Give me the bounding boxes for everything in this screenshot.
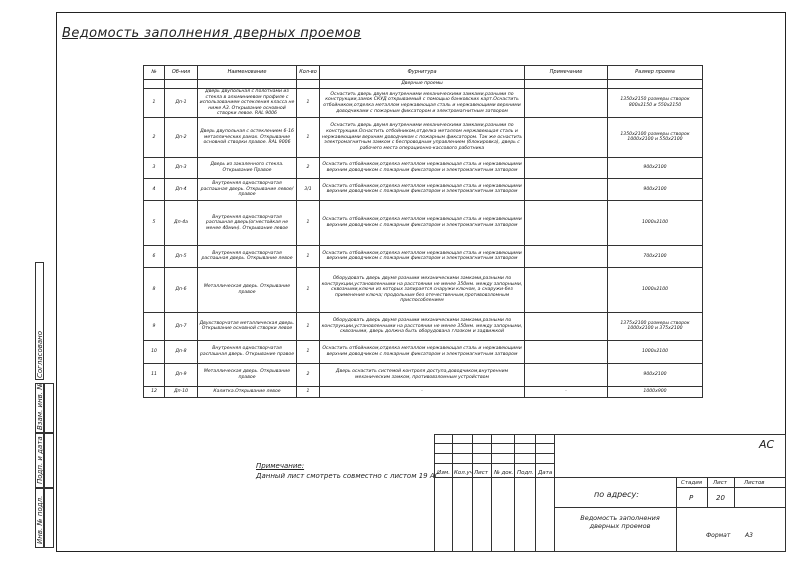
stamp-inv-label: Инв. № подл. — [36, 495, 44, 544]
row-fittings: Дверь оснастить системой контроля доступа,доводчиком,внутренним механическим замком, противовзломным устройством — [320, 363, 525, 386]
table-row — [144, 89, 703, 118]
row-note: - — [525, 386, 608, 397]
table-row — [144, 312, 703, 340]
row-code: Дп-7 — [165, 312, 198, 340]
tb-col-list: Лист — [474, 470, 488, 476]
page-title: Ведомость заполнения дверных проемов — [62, 26, 362, 41]
row-number: 8 — [144, 267, 165, 312]
col-header-fittings: Фурнитура — [320, 66, 525, 80]
row-number: 4 — [144, 178, 165, 200]
row-qty: 1 — [297, 340, 320, 363]
row-note — [525, 267, 608, 312]
row-code: Дп-3 — [165, 157, 198, 178]
col-header-code: Об-ния — [165, 66, 198, 80]
row-size: 900х2100 — [608, 178, 703, 200]
tb-vline-4 — [514, 434, 515, 552]
row-fittings: Оснастить отбойником,отделка металлом нержавеющая сталь и нержавеющими верхним доводчиком с пожарным фиксатором и электромагнитным затвором — [320, 340, 525, 363]
tb-vline-3 — [491, 434, 492, 552]
tb-code-area — [554, 434, 786, 478]
row-size: 1375х2100 размеры створок 1000х2100 и 375х2100 — [608, 312, 703, 340]
row-size: 1000х2100 — [608, 267, 703, 312]
row-note — [525, 89, 608, 118]
tb-vline-2 — [472, 434, 473, 552]
row-note — [525, 117, 608, 157]
table-row — [144, 178, 703, 200]
row-fittings: Оснастить отбойником,отделка металлом нержавеющая сталь и нержавеющими верхним доводчиком с пожарным фиксатором и электромагнитным затвором — [320, 200, 525, 245]
row-size: 900х2100 — [608, 363, 703, 386]
row-name: Дверь двупольная с полотнами из стекла в алюминиевом профиле с использованием остекления класса не ниже А3. Открывание основной створки левое. RAL 9006 — [198, 89, 297, 118]
row-name: Металлическая дверь. Открывание правое — [198, 363, 297, 386]
tb-col-data: Дата — [538, 470, 553, 476]
table-row — [144, 200, 703, 245]
col-header-qty: Кол-во — [297, 66, 320, 80]
row-code: Дп-6 — [165, 267, 198, 312]
row-fittings: - — [320, 386, 525, 397]
row-size: 1000х2100 — [608, 200, 703, 245]
row-qty: 1 — [297, 386, 320, 397]
table-row — [144, 245, 703, 267]
row-number: 1 — [144, 89, 165, 118]
tb-col-podp: Подп. — [517, 470, 534, 476]
table-header — [144, 66, 703, 80]
row-name: Дверь двупольная с остеклением 6-16 металлических рамах. Открывание основной створки правое. RAL 9006 — [198, 117, 297, 157]
row-note — [525, 340, 608, 363]
tb-col-doc: № док. — [494, 470, 514, 476]
row-code: Дп-5 — [165, 245, 198, 267]
tb-col-izm: Изм. — [437, 470, 450, 476]
row-note — [525, 363, 608, 386]
tb-vline-5 — [535, 434, 536, 552]
stamp-replace-label: Взам. инв. № — [36, 382, 44, 430]
table-row — [144, 117, 703, 157]
tb-doc-code: АС — [759, 438, 775, 451]
row-code: Дп-4а — [165, 200, 198, 245]
row-qty: 1 — [297, 312, 320, 340]
col-header-size: Размер проема — [608, 66, 703, 80]
row-name: Металлическая дверь. Открывание правое — [198, 267, 297, 312]
row-code: Дп-10 — [165, 386, 198, 397]
row-qty: 1 — [297, 200, 320, 245]
tb-sheets-hdr: Листов — [744, 480, 765, 486]
table-row — [144, 386, 703, 397]
tb-sheet-hdr: Лист — [713, 480, 727, 486]
tb-org-area — [676, 508, 786, 552]
row-number: 6 — [144, 245, 165, 267]
row-size: 900х2100 — [608, 157, 703, 178]
stamp-agreed-label: Согласовано — [36, 330, 44, 378]
tb-format-label: Формат — [706, 532, 731, 539]
row-number: 5 — [144, 200, 165, 245]
row-size: 1000х900 — [608, 386, 703, 397]
row-qty: 1 — [297, 245, 320, 267]
row-name: Внутренняя одностворчатая распашная дверь. Открывание левое — [198, 245, 297, 267]
row-size: 1350х2100 размеры створок 1000х2100 и 550х2100 — [608, 117, 703, 157]
row-fittings: Оснастить отбойником,отделка металлом нержавеющая сталь и нержавеющими верхним доводчиком с пожарным фиксатором и электромагнитным затвором — [320, 157, 525, 178]
tb-sheet-vline — [734, 478, 735, 508]
note-body: Данный лист смотреть совместно с листом 19 АС — [256, 472, 440, 480]
stamp-inv-value — [44, 488, 54, 548]
row-fittings: Оснастить отбойником,отделка металлом нержавеющая сталь и нержавеющими верхним доводчиком с пожарным фиксатором и электромагнитным затвором — [320, 245, 525, 267]
row-name: Внутренняя одностворчатая распашная дверь. Открывание левое/ правое — [198, 178, 297, 200]
row-qty: 1 — [297, 89, 320, 118]
row-name: Внутренняя одностворчатая распашная дверь(огнестойкая не менее 40мин). Открывание левое — [198, 200, 297, 245]
tb-sheet-value: 20 — [716, 494, 725, 502]
row-fittings: Оснастить отбойником,отделка металлом нержавеющая сталь и нержавеющими верхним доводчиком с пожарным фиксатором и электромагнитным затвором — [320, 178, 525, 200]
tb-address: по адресу: — [594, 490, 639, 499]
row-size: 1350х2150 размеры створок 800х2150 и 550х2150 — [608, 89, 703, 118]
row-qty: 1 — [297, 117, 320, 157]
row-fittings: Оборудовать дверь двумя разными механическими замками,разными по конструкции,установленными на расстоянии не менее 350мм. между запорными, сквозными,ключи из которых запирается снаружи ключом, а снаружи-без применения ключа; продольным без отечественным,противовзломным приспособлением — [320, 267, 525, 312]
row-size: 700х2100 — [608, 245, 703, 267]
row-qty: 2 — [297, 157, 320, 178]
row-fittings: Оборудовать дверь двумя разными механическими замками,разными по конструкции,установленными на расстоянии не менее 350мм. между запорными, сквозными, дверь должна быть оборудована глазком и задвижкой — [320, 312, 525, 340]
row-name: Дверь из закаленного стекла. Открывание Правое — [198, 157, 297, 178]
col-header-note: Примечание — [525, 66, 608, 80]
tb-sheet-title: Ведомость заполнения дверных проемов — [580, 514, 660, 530]
table-row — [144, 157, 703, 178]
row-note — [525, 312, 608, 340]
row-note — [525, 178, 608, 200]
row-code: Дп-4 — [165, 178, 198, 200]
row-code: Дп-8 — [165, 340, 198, 363]
row-name: Внутренняя одностворчатая распашная дверь. Открывание правое — [198, 340, 297, 363]
col-header-name: Наименование — [198, 66, 297, 80]
row-note — [525, 245, 608, 267]
row-code: Дп-9 — [165, 363, 198, 386]
row-number: 11 — [144, 363, 165, 386]
tb-format-value: А3 — [745, 532, 753, 539]
row-qty: 3/1 — [297, 178, 320, 200]
tb-stage-value: Р — [689, 494, 694, 502]
row-number: 3 — [144, 157, 165, 178]
col-header-number: № — [144, 66, 165, 80]
tb-stage-hdr: Стадия — [681, 480, 703, 486]
row-size: 1000х2100 — [608, 340, 703, 363]
table-row — [144, 340, 703, 363]
row-qty: 1 — [297, 267, 320, 312]
row-code: Дп-1 — [165, 89, 198, 118]
stamp-sign-label: Подп. и дата — [36, 436, 44, 484]
stamp-replace-value — [44, 383, 54, 433]
tb-vline-1 — [452, 434, 453, 552]
row-note — [525, 157, 608, 178]
table-row — [144, 363, 703, 386]
row-qty: 2 — [297, 363, 320, 386]
row-name: Двухстворчатая металлическая дверь. Открывание основной створки левое — [198, 312, 297, 340]
section-row — [144, 80, 703, 89]
row-number: 12 — [144, 386, 165, 397]
row-number: 10 — [144, 340, 165, 363]
tb-col-kolych: Кол.уч — [454, 470, 474, 476]
row-note — [525, 200, 608, 245]
row-number: 2 — [144, 117, 165, 157]
row-code: Дп-2 — [165, 117, 198, 157]
door-schedule-table — [143, 65, 703, 398]
table-row — [144, 267, 703, 312]
row-fittings: Оснастить дверь двумя внутренними механическими замками,разными по конструкции,замок СКУД открываемый с помощью банковских карт.Оснастить отбойником,отделка металлом нержавеющая сталь и нержавеющими верхними доводчиками с пожарным фиксатором и электромагнитным затвором — [320, 89, 525, 118]
note-title: Примечание: — [256, 462, 305, 470]
stamp-sign-value — [44, 433, 54, 488]
row-fittings: Оснастить дверь двумя внутренними механическими замками,разными по конструкции.Оснастить отбойником,отделка металлом нержавеющая сталь и нержавеющими верхним доводчиком с пожарным фиксатором. Так же оснастить электромагнитным замком с беспроводным управлением (блокировка), дверь с рабочего места операционно-кассового работника — [320, 117, 525, 157]
section-label: Дверные проемы — [320, 80, 525, 89]
tb-stage-vline — [707, 478, 708, 508]
row-name: Калитка.Открывание левое — [198, 386, 297, 397]
row-number: 9 — [144, 312, 165, 340]
